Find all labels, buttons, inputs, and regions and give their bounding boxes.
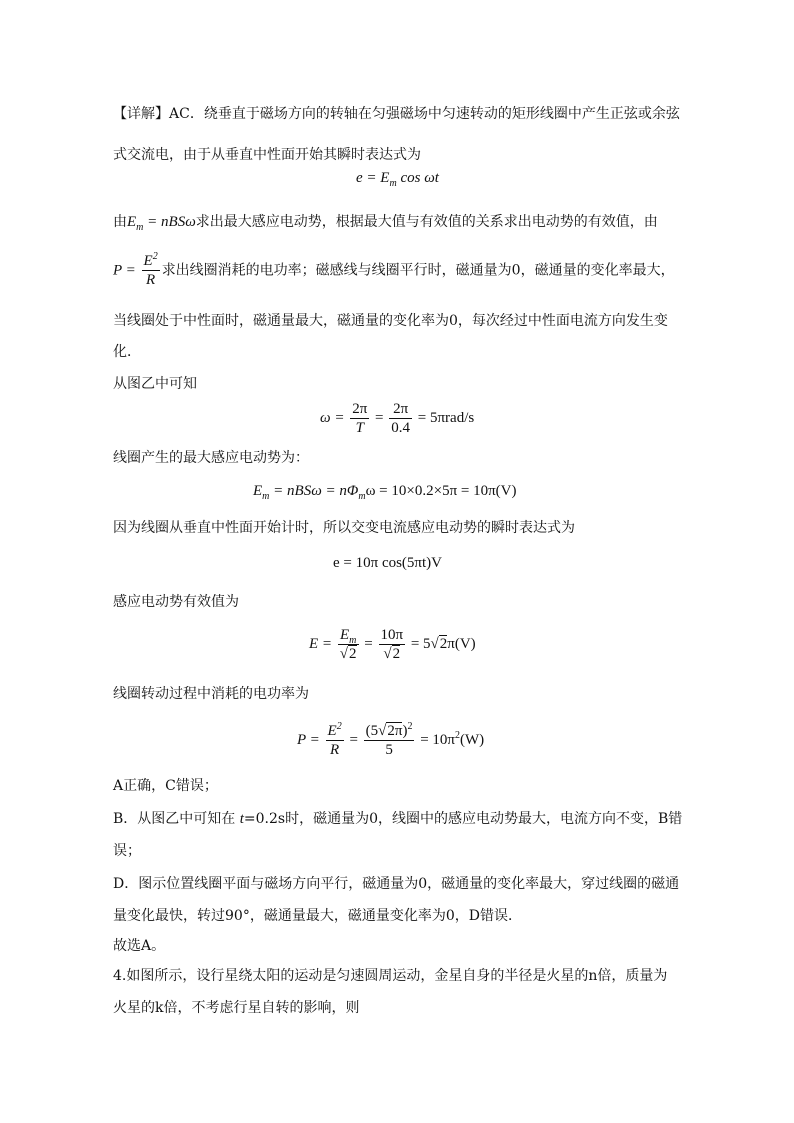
eq-part: 2 — [439, 635, 448, 652]
text-part: 求出线圈消耗的电功率；磁感线与线圈平行时，磁通量为0，磁通量的变化率最大， — [161, 262, 675, 279]
text-line: 感应电动势有效值为 — [113, 594, 239, 610]
eq-part: (W) — [460, 731, 485, 748]
fraction — [326, 722, 344, 759]
text-part: B．从图乙中可知在 — [113, 811, 236, 827]
text-line: 量变化最快，转过90°，磁通量最大，磁通量变化率为0，D错误． — [113, 908, 522, 924]
text-line: 【详解】AC．绕垂直于磁场方向的转轴在匀强磁场中匀速转动的矩形线圈中产生正弦或余弦 — [113, 106, 680, 122]
text-line: 因为线圈从垂直中性面开始计时，所以交变电流感应电动势的瞬时表达式为 — [113, 520, 575, 536]
text-line: 误； — [113, 843, 141, 859]
eq-part: cos ωt — [396, 170, 439, 186]
equation-instant: e = 10π cos(5πt)V — [333, 555, 442, 571]
text-line: 故选A。 — [113, 938, 166, 954]
eq-part: 5 — [385, 742, 393, 758]
eq-part: 0.4 — [391, 420, 411, 436]
equation-effective: E = $\frac{E_m}{√2}$ = $\frac{10\pi}{√2}$ = 5√2π(V) — [309, 627, 476, 662]
eq-part: E — [127, 214, 137, 230]
text-line — [113, 252, 675, 289]
fraction: $\frac{E_m}{√2}$ — [339, 627, 357, 662]
eq-part: E — [253, 483, 263, 499]
eq-part: 2π — [352, 401, 368, 417]
eq-part: R — [330, 742, 340, 758]
fraction: $\frac{10\pi}{√2}$ — [380, 627, 404, 662]
text-line: 当线圈处于中性面时，磁通量最大，磁通量的变化率为0，每次经过中性面电流方向发生变 — [113, 313, 668, 329]
eq-part: m — [136, 222, 144, 233]
eq-part: 2 — [152, 251, 158, 262]
eq-part: = 10π — [416, 731, 456, 748]
eq-part: E = — [309, 635, 336, 652]
text-part: 由 — [113, 214, 127, 230]
fraction — [389, 400, 412, 437]
eq-part: 2 — [336, 721, 342, 732]
eq-part: t — [239, 811, 244, 827]
fraction — [350, 400, 369, 437]
equation-instant-general — [356, 168, 439, 188]
eq-part: m — [358, 491, 366, 502]
equation-power: P = $\frac{E^2}{R}$ = $\frac{(5√2\pi)^2}{5}$ = $10\pi^2(W)$ — [297, 721, 485, 758]
inline-eq — [127, 214, 196, 233]
eq-part: ω = 10×0.2×5π = 10π(V) — [365, 483, 517, 499]
eq-part: ) — [402, 723, 408, 739]
eq-part: 2 — [392, 646, 401, 662]
eq-part: T — [355, 420, 364, 436]
eq-part: E — [327, 723, 337, 739]
eq-part: π(V) — [447, 635, 476, 652]
eq-part: 10π — [380, 627, 404, 643]
eq-part: = nBSω — [143, 214, 196, 230]
eq-part: 2 — [349, 646, 357, 662]
fraction: $\frac{(5√2\pi)^2}{5}$ — [365, 721, 413, 758]
text-line: 4.如图所示，设行星绕太阳的运动是匀速圆周运动，金星自身的半径是火星的n倍，质量为 — [113, 968, 668, 984]
text-line: 化． — [113, 344, 141, 360]
eq-part: P = — [297, 731, 324, 748]
equation-omega: ω = $\frac{2\pi}{T}$ = $\frac{2\pi}{0.4}$ = 5πrad/s — [320, 401, 475, 436]
equation-emax — [253, 481, 517, 501]
eq-part: m — [349, 635, 357, 646]
text-part: 求出最大感应电动势，根据最大值与有效值的关系求出电动势的有效值，由 — [195, 214, 658, 230]
text-line: 式交流电，由于从垂直中性面开始其瞬时表达式为 — [113, 147, 421, 163]
inline-eq: P = — [113, 262, 140, 279]
eq-part: m — [389, 178, 397, 189]
text-line: 线圈转动过程中消耗的电功率为 — [113, 686, 309, 702]
eq-part: = 5 — [407, 635, 431, 652]
eq-part: m — [262, 491, 270, 502]
eq-part: E — [339, 627, 350, 643]
eq-part: (5 — [365, 723, 379, 739]
text-line: 从图乙中可知 — [113, 376, 197, 392]
text-line: A正确，C错误； — [113, 778, 218, 794]
eq-part: R — [146, 272, 156, 288]
eq-part: 2π — [387, 723, 403, 739]
eq-part: = nBSω = nΦ — [269, 483, 359, 499]
eq-part: E — [143, 253, 153, 269]
eq-part: e — [356, 170, 363, 186]
text-line — [113, 212, 658, 232]
eq-part: ω = — [320, 409, 349, 426]
eq-part: = 5πrad/s — [414, 409, 475, 426]
eq-part: = E — [366, 170, 390, 186]
eq-part: 2 — [455, 729, 461, 741]
text-line: 火星的k倍，不考虑行星自转的影响，则 — [113, 1000, 360, 1016]
fraction — [142, 252, 160, 289]
eq-part: 2π — [389, 400, 412, 419]
text-line: 线圈产生的最大感应电动势为： — [113, 450, 309, 466]
eq-part: 2 — [407, 721, 413, 732]
text-line — [113, 809, 682, 829]
text-part: =0.2s时，磁通量为0，线圈中的感应电动势最大，电流方向不变，B错 — [243, 811, 683, 827]
text-line: D．图示位置线圈平面与磁场方向平行，磁通量为0，磁通量的变化率最大，穿过线圈的磁通 — [113, 876, 680, 892]
